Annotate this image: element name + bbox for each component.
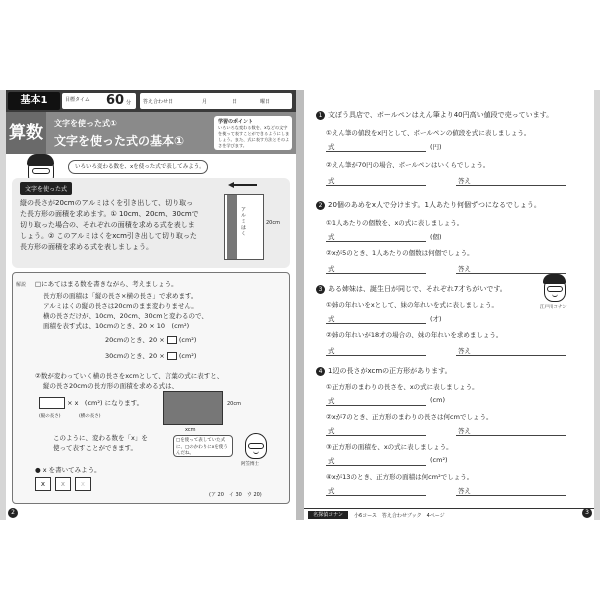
practice-box-1[interactable]: x [35,477,51,491]
rectangle-figure [163,391,223,425]
answer-label[interactable]: 答え [456,264,566,274]
q1-part-2: ②えん筆が70円の場合、ボールペンはいくらでしょう。 [326,161,490,169]
rectangle-width-label: xcm [185,427,196,433]
calc-20-text: 20cmのとき、20 × [105,336,165,344]
formula-label[interactable]: 式 [326,264,426,274]
question-label: 文字を使った式 [20,182,72,195]
book-gutter [296,90,304,520]
explanation-tag: 解説 [16,282,27,288]
question-4-number-icon: 4 [316,367,325,376]
work-intro: □にあてはまる数を書きながら、考えましょう。 [35,280,178,288]
subject-label: 算数 [6,112,46,154]
q4-4-answer-line [326,486,586,498]
calc-20 [105,335,196,344]
q1-1-answer-line [326,142,586,154]
unit-label: (cm²) [430,456,448,464]
title-band [46,112,296,154]
formula-right-caption: (横の長さ) [79,414,101,419]
q3-part-2: ②姉の年れいが18才の場合の、妹の年れいを求めましょう。 [326,331,503,339]
calc-30-unit: (cm²) [178,352,197,360]
question-4 [316,366,452,376]
work-line-7: このように、変わる数を「x」を [53,434,148,442]
lesson-badge: 基本1 [8,92,60,110]
q4-3-answer-line [326,456,586,468]
formula-label[interactable]: 式 [326,346,426,356]
q4-part-3: ③正方形の面積を、xの式に表しましょう。 [326,443,453,451]
q4-part-4: ④xが13のとき、正方形の面積は何cm²でしょう。 [326,473,474,481]
goal-time-box [62,93,136,109]
page-number-left: 2 [8,508,18,518]
goal-time-unit: 分 [126,100,132,106]
foil-dimension: 20cm [266,220,280,226]
learning-point-text: いろいろな変わる数を、xなどの文字を使って表すことができるようにしましょう。また、式に表す方法とそのよさを学びます。 [218,125,290,148]
learning-point-heading: 学習のポイント [218,119,254,125]
explanation-box [12,272,290,504]
formula-label[interactable]: 式 [326,486,426,496]
blank-box[interactable] [167,336,177,344]
pull-arrow-icon [228,182,258,188]
date-day: 日 [232,99,238,105]
workbook-spread [0,90,600,520]
q1-part-1: ①えん筆の値段をx円として、ボールペンの値段を式に表しましょう。 [326,129,531,137]
question-4-text: 1辺の長さがxcmの正方形があります。 [328,367,452,375]
formula-label[interactable]: 式 [326,314,426,324]
question-1-number-icon: 1 [316,111,325,120]
formula-line [39,397,143,409]
q4-part-2: ②xが7のとき、正方形のまわりの長さは何cmでしょう。 [326,413,493,421]
question-2-number-icon: 2 [316,201,325,210]
calc-30 [105,351,196,360]
page-footer [304,508,594,520]
practice-box-3[interactable]: x [75,477,91,491]
rectangle-height-label: 20cm [227,401,241,407]
speech-bubble: いろいろ変わる数を、xを使った式で表してみよう。 [68,160,208,174]
foil-label: アルミはく [241,207,247,237]
work-line-1: 長方形の面積は「縦の長さ×横の長さ」で求めます。 [43,292,198,300]
work-line-8: 使って表すことができます。 [53,444,137,452]
formula-label[interactable]: 式 [326,232,426,242]
question-3-number-icon: 3 [316,285,325,294]
question-2 [316,200,541,210]
question-2-text: 20個のあめをx人で分けます。1人あたり何個ずつになるでしょう。 [328,201,541,209]
calc-30-text: 30cmのとき、20 × [105,352,165,360]
answer-hint: (ア 20 イ 30 ウ 20) [209,492,262,498]
title-small: 文字を使った式① [54,119,117,128]
page-title: 文字を使った式の基本① [54,134,185,148]
q1-2-answer-line [326,176,586,188]
formula-left-caption: (縦の長さ) [39,414,61,419]
formula-label[interactable]: 式 [326,176,426,186]
question-3-text: ある姉妹は、誕生日が同じで、それぞれ7才ちがいです。 [328,285,507,293]
unit-label: (円) [430,143,442,151]
q4-part-1: ①正方形のまわりの長さを、xの式に表しましょう。 [326,383,479,391]
footer-course-text: 小6コース 答え合わせブック 4ページ [354,513,445,519]
question-1-text: 文ぼう具店で、ボールペンはえん筆より40円高い値段で売っています。 [328,111,554,119]
answer-label[interactable]: 答え [456,346,566,356]
series-logo: 名探偵コナン [308,511,348,519]
question-box [12,178,290,268]
work-line-3: 横の長さだけが、10cm、20cm、30cmと変わるので、 [43,312,208,320]
q2-part-2: ②xが5のとき、1人あたりの個数は何個でしょう。 [326,249,474,257]
date-month: 月 [202,99,208,105]
unit-label: (cm) [430,396,445,404]
work-line-5: ②数が変わっていく横の長さをxcmとして、言葉の式に表すと、 [35,372,224,380]
q4-2-answer-line [326,426,586,438]
q2-1-answer-line [326,232,586,244]
conan-caption: 江戸川コナン [540,305,567,310]
date-weekday: 曜日 [260,99,271,105]
calc-20-unit: (cm²) [178,336,197,344]
formula-text: × x (cm²) になります。 [67,399,144,407]
practice-label: ● x を書いてみよう。 [35,466,101,474]
hakase-note: □を使って表していた式に、□のかわりにxを使うんだね。 [173,435,233,457]
work-line-4: 面積を表す式は、10cmのとき、20 × 10 (cm²) [43,322,190,330]
learning-point-box [214,116,292,150]
blank-box[interactable] [167,352,177,360]
check-date-box [140,93,292,109]
header-bar [6,90,296,112]
answer-label[interactable]: 答え [456,486,566,496]
q2-part-1: ①1人あたりの個数を、xの式に表しましょう。 [326,219,464,227]
question-1 [316,110,553,120]
hakase-caption: 阿笠博士 [241,462,259,467]
check-date-label: 答え合わせ日 [143,99,174,105]
goal-time-value: 60 [106,93,125,108]
goal-time-label: 目標タイム [65,97,90,103]
practice-box-2[interactable]: x [55,477,71,491]
q3-1-answer-line [326,314,586,326]
q4-1-answer-line [326,396,586,408]
formula-label[interactable]: 式 [326,142,426,152]
answer-label[interactable]: 答え [456,426,566,436]
q3-2-answer-line [326,346,586,358]
answer-label[interactable]: 答え [456,176,566,186]
conan-face-icon [544,276,566,302]
hakase-face-icon [245,433,267,459]
page-number-right: 3 [582,508,592,518]
left-page [6,90,296,520]
practice-boxes [35,477,91,491]
question-3 [316,284,507,294]
formula-label[interactable]: 式 [326,426,426,436]
unit-label: (才) [430,315,442,323]
q3-part-1: ①姉の年れいをxとして、妹の年れいを式に表しましょう。 [326,301,499,309]
formula-label[interactable]: 式 [326,456,426,466]
unit-label: (個) [430,233,442,241]
aluminum-foil-figure [224,194,264,260]
right-page [304,90,594,520]
formula-label[interactable]: 式 [326,396,426,406]
formula-blank[interactable] [39,397,65,409]
question-text: 縦の長さが20cmのアルミはくを引き出して、切り取った長方形の面積を求めます。① 10cm、20cm、30cmで切り取った場合の、それぞれの面積を求める式を表しましょう。② このアルミはくをxcm引き出して切り取った長方形の面積を求める式を表しましょう。 [20,199,199,251]
work-line-6: 縦の長さ20cmの長方形の面積を求める式は、 [43,382,179,390]
work-line-2: アルミはくの縦の長さは20cmのまま変わりません。 [43,302,198,310]
